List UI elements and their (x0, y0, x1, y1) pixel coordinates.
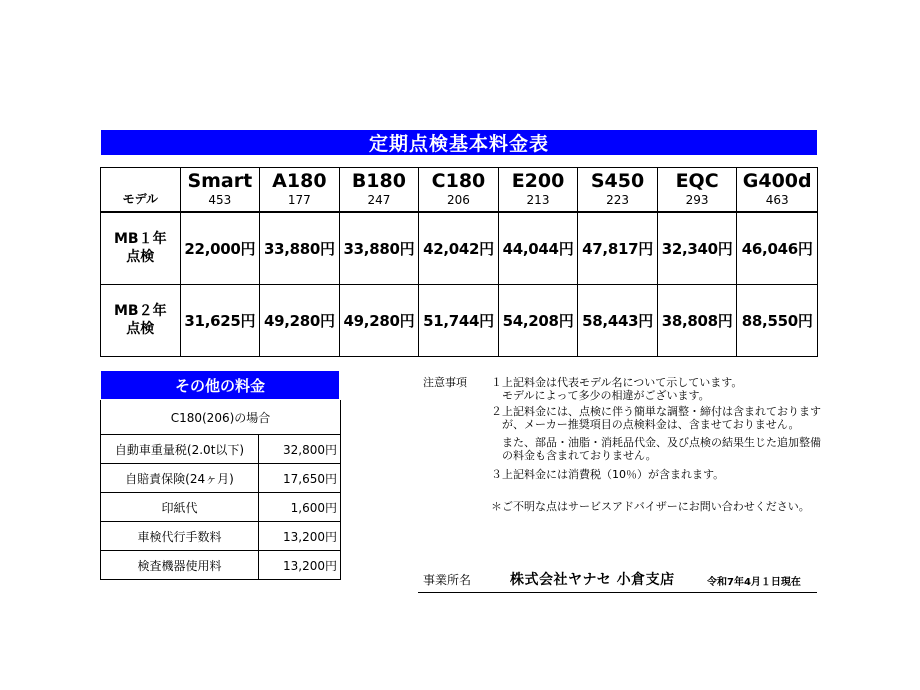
fee-item-label: 検査機器使用料 (101, 551, 259, 580)
note-line: １上記料金は代表モデル名について示しています。 (491, 376, 743, 389)
note-line: モデルによって多少の相違がございます。 (491, 389, 710, 402)
fee-item-amount: 13,200円 (259, 522, 341, 551)
model-code: 453 (208, 192, 232, 207)
model-name: C180 (431, 169, 486, 192)
price-table (100, 167, 818, 357)
note-line: の料金も含まれておりません。 (491, 449, 657, 462)
note-line: また、部品・油脂・消耗品代金、及び点検の結果生じた追加整備 (491, 436, 821, 449)
price-cell: 33,880円 (339, 212, 419, 284)
price-cell: 46,046円 (737, 212, 818, 284)
model-name: B180 (351, 169, 406, 192)
office-name: 株式会社ヤナセ 小倉支店 (510, 572, 675, 588)
model-header (657, 168, 737, 212)
table-row (101, 284, 818, 356)
model-header (260, 168, 340, 212)
row-label-line: MB２年 (113, 303, 167, 320)
model-header-row (101, 168, 818, 212)
fee-item-label: 自動車重量税(2.0t以下) (101, 435, 259, 464)
row-label-line: MB１年 (113, 231, 167, 248)
model-header (578, 168, 658, 212)
model-name: S450 (590, 169, 645, 192)
fee-item-amount: 17,650円 (259, 464, 341, 493)
price-cell: 49,280円 (260, 284, 340, 356)
model-header (737, 168, 818, 212)
fee-row (101, 435, 341, 464)
model-name: E200 (511, 169, 565, 192)
fee-row (101, 464, 341, 493)
fee-item-amount: 1,600円 (259, 493, 341, 522)
model-name: EQC (675, 169, 719, 192)
fee-item-label: 自賠責保険(24ヶ月) (101, 464, 259, 493)
fee-row (101, 493, 341, 522)
price-cell: 54,208円 (498, 284, 578, 356)
office-label: 事業所名 (423, 573, 472, 587)
row-label-line: 点検 (126, 321, 155, 338)
note-line: ２上記料金には、点検に伴う簡単な調整・締付は含まれております (491, 405, 821, 418)
price-cell: 49,280円 (339, 284, 419, 356)
model-label: モデル (101, 168, 181, 212)
case-label: C180(206)の場合 (101, 400, 341, 435)
price-cell: 58,443円 (578, 284, 658, 356)
model-code: 213 (526, 192, 550, 207)
case-row (101, 400, 341, 435)
other-fees-table (100, 400, 341, 580)
price-cell: 33,880円 (260, 212, 340, 284)
price-cell: 47,817円 (578, 212, 658, 284)
price-cell: 31,625円 (180, 284, 260, 356)
note-line: ＊ご不明な点はサービスアドバイザーにお問い合わせください。 (491, 500, 810, 513)
model-header (498, 168, 578, 212)
model-header (419, 168, 499, 212)
model-code: 247 (367, 192, 391, 207)
price-cell: 42,042円 (419, 212, 499, 284)
model-code: 223 (606, 192, 629, 207)
model-header (339, 168, 419, 212)
fee-item-label: 車検代行手数料 (101, 522, 259, 551)
effective-date: 令和7年4月１日現在 (707, 577, 801, 588)
office-info (418, 568, 817, 593)
table-row (101, 212, 818, 284)
row-label (101, 284, 181, 356)
row-label-line: 点検 (126, 249, 155, 266)
model-code: 463 (765, 192, 789, 207)
price-cell: 88,550円 (737, 284, 818, 356)
fee-row (101, 551, 341, 580)
note-line: ３上記料金には消費税（10％）が含まれます。 (491, 468, 725, 481)
fee-item-amount: 32,800円 (259, 435, 341, 464)
model-code: 293 (685, 192, 709, 207)
price-cell: 51,744円 (419, 284, 499, 356)
other-fees-title: その他の料金 (101, 371, 339, 399)
note-line: が、メーカー推奨項目の点検料金は、含ませておりません。 (491, 418, 800, 431)
row-label (101, 212, 181, 284)
model-header (180, 168, 260, 212)
fee-item-amount: 13,200円 (259, 551, 341, 580)
model-code: 177 (287, 192, 311, 207)
model-code: 206 (447, 192, 470, 207)
fee-row (101, 522, 341, 551)
model-name: G400d (742, 169, 812, 192)
notes-label: 注意事項 (423, 376, 467, 389)
fee-item-label: 印紙代 (101, 493, 259, 522)
price-cell: 22,000円 (180, 212, 260, 284)
model-name: Smart (187, 169, 253, 192)
price-cell: 32,340円 (657, 212, 737, 284)
price-cell: 38,808円 (657, 284, 737, 356)
price-cell: 44,044円 (498, 212, 578, 284)
page-title: 定期点検基本料金表 (101, 130, 817, 155)
model-name: A180 (272, 169, 327, 192)
